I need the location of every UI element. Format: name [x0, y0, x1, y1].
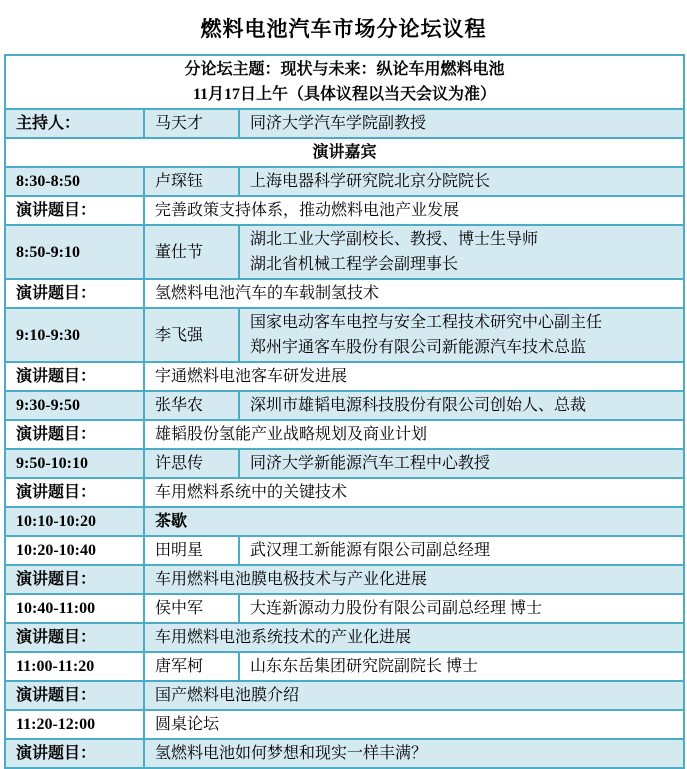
agenda-row — [5, 391, 684, 420]
agenda-row — [5, 167, 684, 196]
topic-text-cell: 氢燃料电池汽车的车载制氢技术 — [144, 279, 684, 308]
topic-text-cell: 茶歇 — [144, 507, 684, 536]
agenda-row — [5, 138, 684, 167]
affiliation-cell — [239, 391, 684, 420]
agenda-row — [5, 739, 684, 768]
affiliation-line: 国家电动客车电控与安全工程技术研究中心副主任 — [250, 314, 603, 331]
speaker-name-cell: 许思传 — [144, 449, 239, 478]
agenda-row — [5, 196, 684, 225]
time-cell: 8:30-8:50 — [5, 167, 144, 196]
row-label-cell: 演讲题目： — [5, 362, 144, 391]
affiliation-cell — [239, 225, 684, 279]
row-label-cell: 演讲题目： — [5, 565, 144, 594]
affiliation-cell — [239, 109, 684, 138]
topic-text-cell: 圆桌论坛 — [144, 710, 684, 739]
row-label-cell: 演讲题目： — [5, 681, 144, 710]
agenda-row — [5, 449, 684, 478]
agenda-row — [5, 594, 684, 623]
affiliation-line: 同济大学新能源汽车工程中心教授 — [250, 455, 491, 472]
affiliation-cell — [239, 594, 684, 623]
topic-text-cell: 车用燃料电池系统技术的产业化进展 — [144, 623, 684, 652]
speaker-name-cell: 董仕节 — [144, 225, 239, 279]
topic-text-cell: 车用燃料电池膜电极技术与产业化进展 — [144, 565, 684, 594]
affiliation-cell — [239, 308, 684, 362]
agenda-row — [5, 623, 684, 652]
time-cell: 9:50-10:10 — [5, 449, 144, 478]
topic-text-cell: 宇通燃料电池客车研发进展 — [144, 362, 684, 391]
speaker-name-cell: 唐军柯 — [144, 652, 239, 681]
agenda-row — [5, 681, 684, 710]
agenda-row — [5, 362, 684, 391]
affiliation-line: 湖北工业大学副校长、教授、博士生导师 — [250, 231, 539, 248]
row-label-cell: 主持人： — [5, 109, 144, 138]
table-header-row — [5, 55, 684, 109]
topic-text-cell: 雄韬股份氢能产业战略规划及商业计划 — [144, 420, 684, 449]
speaker-name-cell: 张华农 — [144, 391, 239, 420]
affiliation-cell — [239, 652, 684, 681]
topic-text-cell: 氢燃料电池如何梦想和现实一样丰满？ — [144, 739, 684, 768]
agenda-row — [5, 109, 684, 138]
header-cell — [5, 55, 684, 109]
row-label-cell: 演讲题目： — [5, 196, 144, 225]
time-cell: 10:20-10:40 — [5, 536, 144, 565]
speaker-name-cell: 马天才 — [144, 109, 239, 138]
agenda-row — [5, 710, 684, 739]
affiliation-line: 上海电器科学研究院北京分院院长 — [250, 173, 491, 190]
speaker-name-cell: 卢琛钰 — [144, 167, 239, 196]
affiliation-line: 大连新源动力股份有限公司副总经理 博士 — [250, 600, 543, 617]
forum-date: 11月17日上午（具体议程以当天会议为准） — [192, 86, 497, 103]
affiliation-line: 同济大学汽车学院副教授 — [250, 115, 427, 132]
agenda-row — [5, 225, 684, 279]
agenda-table — [4, 54, 685, 769]
agenda-row — [5, 279, 684, 308]
topic-text-cell: 车用燃料系统中的关键技术 — [144, 478, 684, 507]
affiliation-line: 武汉理工新能源有限公司副总经理 — [250, 542, 491, 559]
row-label-cell: 演讲题目： — [5, 478, 144, 507]
affiliation-line: 深圳市雄韬电源科技股份有限公司创始人、总裁 — [250, 397, 587, 414]
page-title: 燃料电池汽车市场分论坛议程 — [200, 17, 487, 41]
time-cell: 11:00-11:20 — [5, 652, 144, 681]
row-label-cell: 演讲题目： — [5, 279, 144, 308]
agenda-page — [0, 13, 687, 769]
agenda-row — [5, 536, 684, 565]
speaker-name-cell: 侯中军 — [144, 594, 239, 623]
agenda-row — [5, 420, 684, 449]
agenda-row — [5, 565, 684, 594]
affiliation-cell — [239, 167, 684, 196]
affiliation-cell — [239, 449, 684, 478]
topic-text-cell: 国产燃料电池膜介绍 — [144, 681, 684, 710]
topic-text-cell: 完善政策支持体系，推动燃料电池产业发展 — [144, 196, 684, 225]
time-cell: 11:20-12:00 — [5, 710, 144, 739]
time-cell: 9:30-9:50 — [5, 391, 144, 420]
forum-theme: 分论坛主题：现状与未来：纵论车用燃料电池 — [184, 61, 505, 78]
agenda-row — [5, 478, 684, 507]
time-cell: 9:10-9:30 — [5, 308, 144, 362]
time-cell: 10:10-10:20 — [5, 507, 144, 536]
speaker-name-cell: 李飞强 — [144, 308, 239, 362]
affiliation-line: 湖北省机械工程学会副理事长 — [250, 256, 459, 273]
time-cell: 8:50-9:10 — [5, 225, 144, 279]
row-label-cell: 演讲题目： — [5, 739, 144, 768]
section-title-cell: 演讲嘉宾 — [5, 138, 684, 167]
speaker-name-cell: 田明星 — [144, 536, 239, 565]
row-label-cell: 演讲题目： — [5, 420, 144, 449]
row-label-cell: 演讲题目： — [5, 623, 144, 652]
affiliation-line: 郑州宇通客车股份有限公司新能源汽车技术总监 — [250, 339, 587, 356]
agenda-row — [5, 652, 684, 681]
agenda-row — [5, 308, 684, 362]
agenda-row — [5, 507, 684, 536]
affiliation-line: 山东东岳集团研究院副院长 博士 — [250, 658, 479, 675]
affiliation-cell — [239, 536, 684, 565]
time-cell: 10:40-11:00 — [5, 594, 144, 623]
